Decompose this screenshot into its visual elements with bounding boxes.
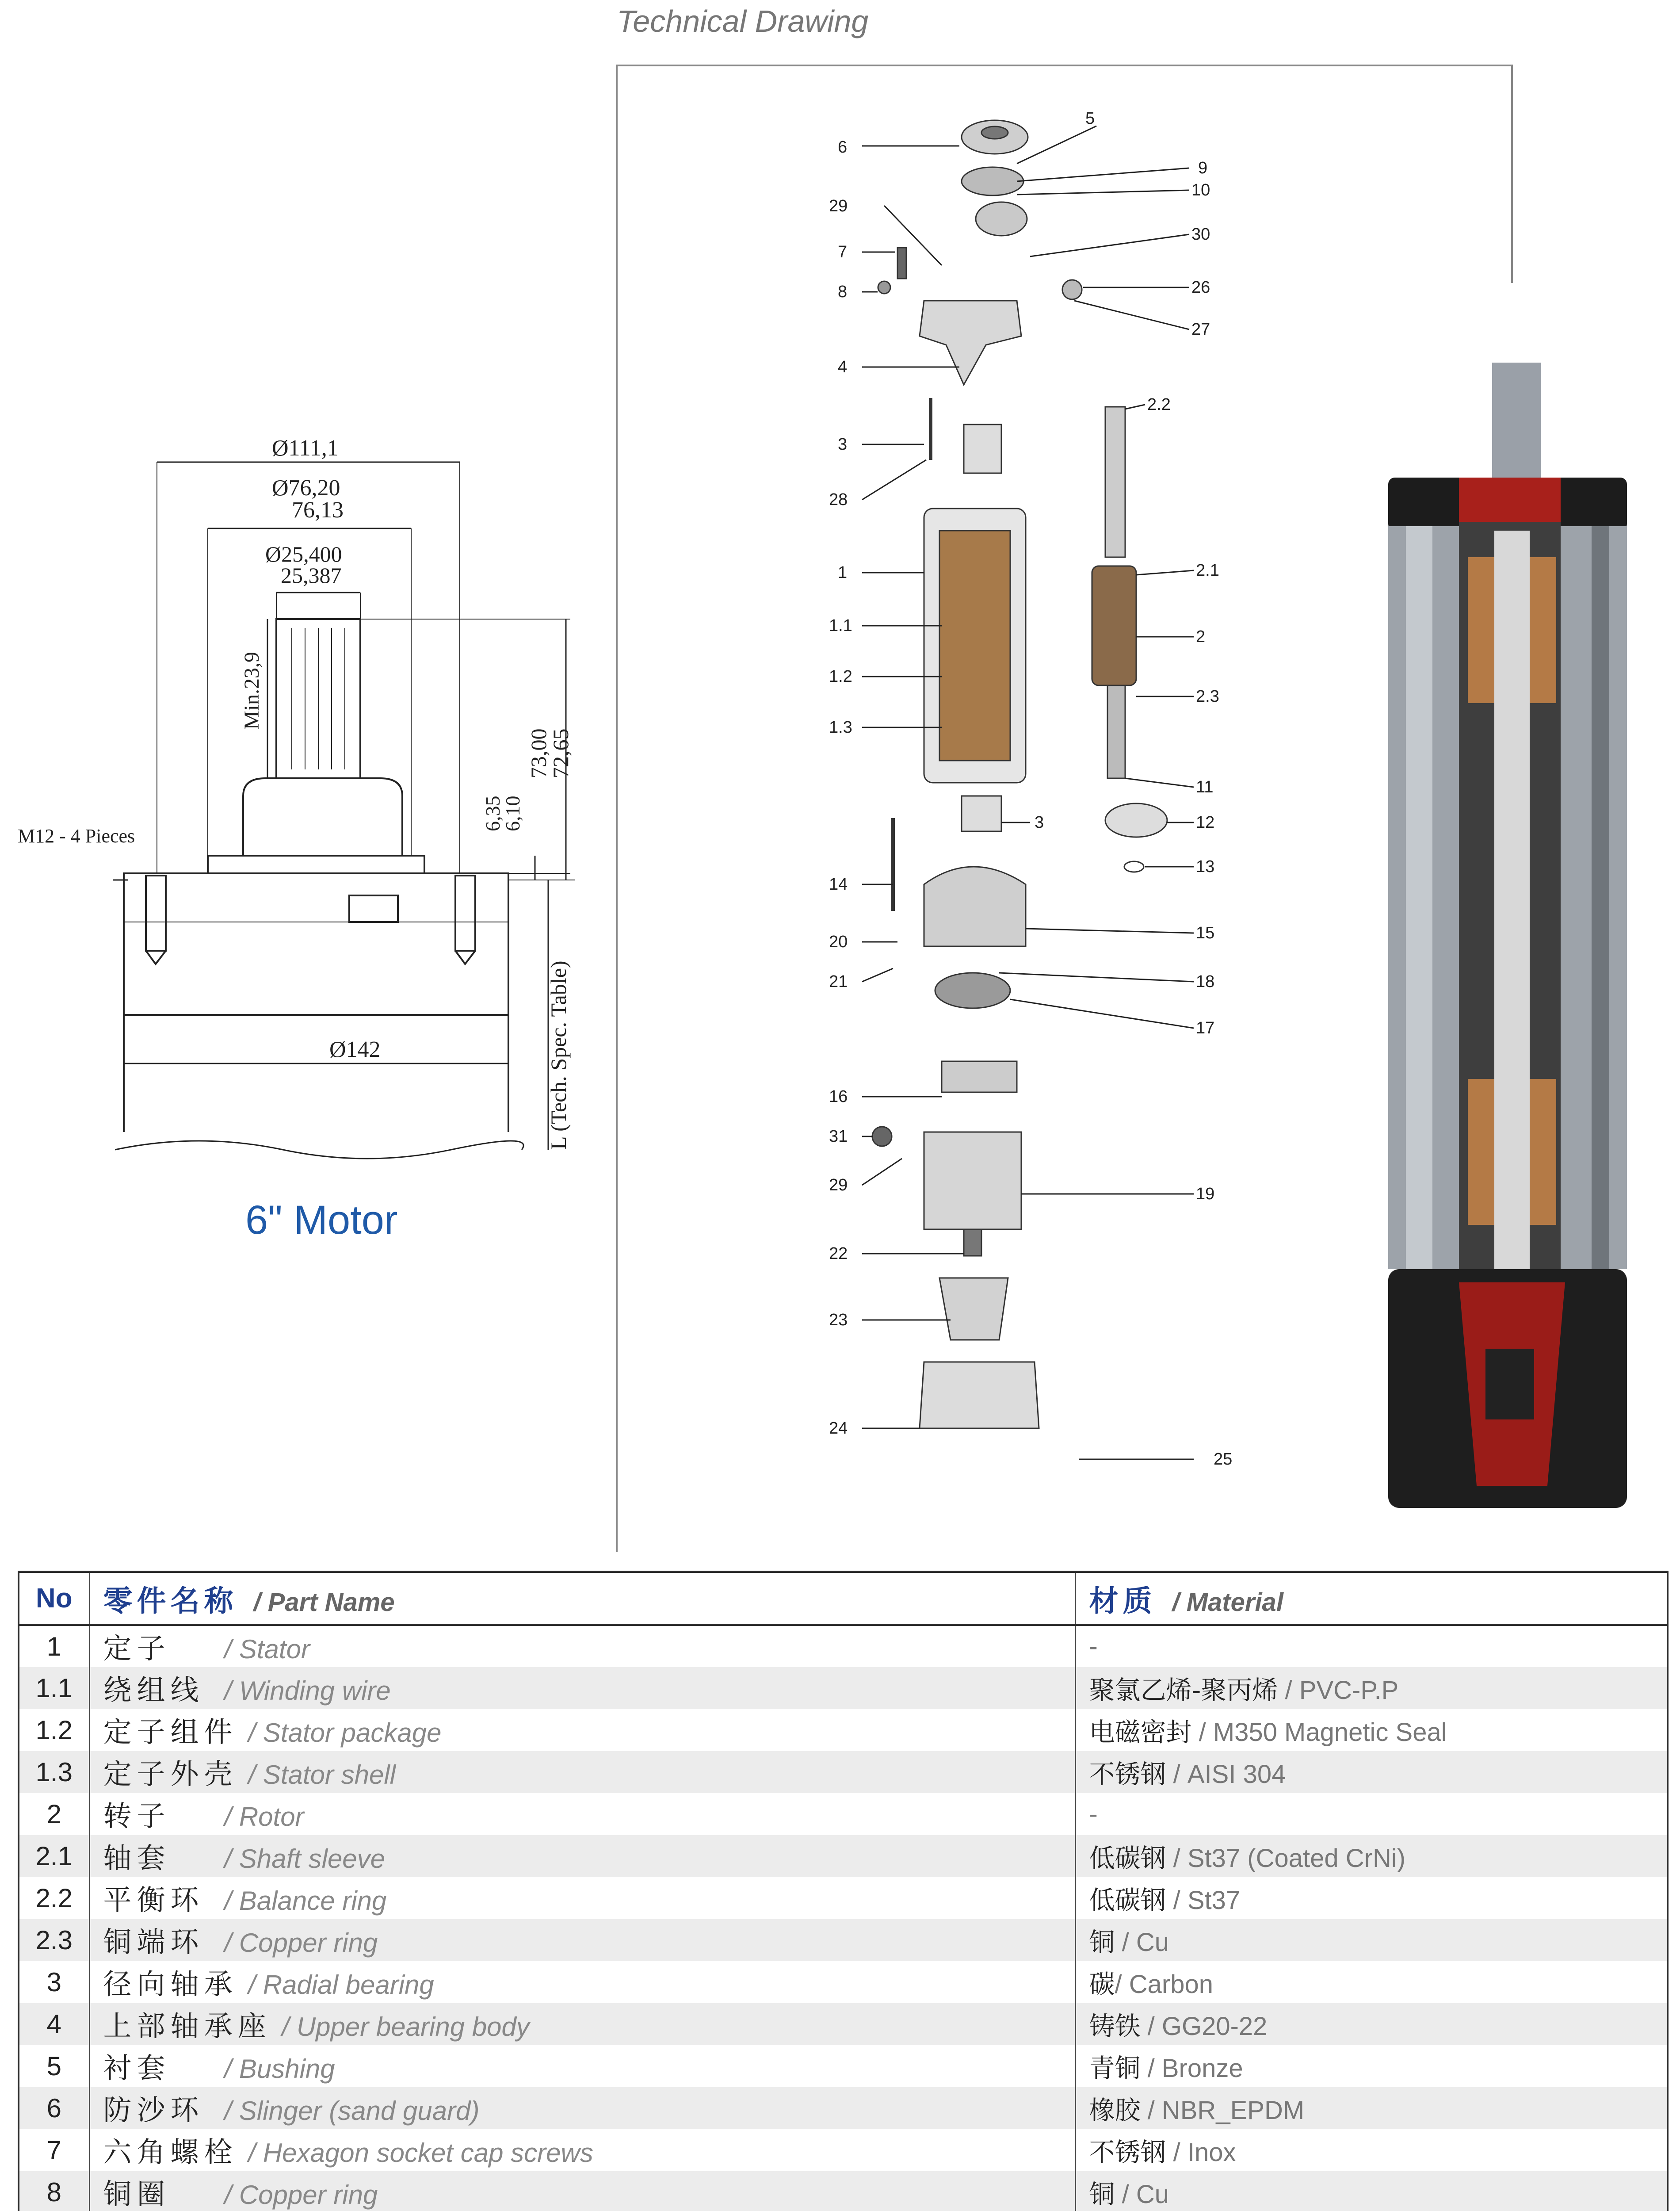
material-zh: 不锈钢 bbox=[1089, 1759, 1166, 1789]
callout-30: 30 bbox=[1191, 225, 1210, 244]
row-material bbox=[1075, 1625, 1668, 1667]
callout-9: 9 bbox=[1198, 159, 1208, 177]
row-no bbox=[19, 1961, 89, 2003]
callout-2: 2 bbox=[1196, 627, 1206, 646]
part-name-en: / Stator package bbox=[248, 1718, 442, 1748]
callout-15: 15 bbox=[1196, 924, 1215, 942]
drawing-title: Technical Drawing bbox=[617, 4, 869, 38]
material-en: St37 bbox=[1187, 1886, 1241, 1915]
row-no bbox=[19, 2045, 89, 2087]
callout-3a: 3 bbox=[838, 435, 848, 454]
table-header-row bbox=[19, 1572, 1668, 1625]
callout-19: 19 bbox=[1196, 1185, 1215, 1203]
material-en: Bronze bbox=[1161, 2054, 1243, 2083]
part-name-zh: 转子 bbox=[103, 1800, 171, 1833]
row-no-text: 8 bbox=[46, 2177, 61, 2207]
row-part bbox=[89, 1961, 1075, 2003]
header-material bbox=[1075, 1572, 1668, 1625]
row-material bbox=[1075, 2045, 1668, 2087]
callout-18: 18 bbox=[1196, 972, 1215, 991]
callout-1-1: 1.1 bbox=[829, 616, 852, 635]
row-part bbox=[89, 1835, 1075, 1877]
table-row bbox=[19, 2129, 1668, 2171]
row-part bbox=[89, 1667, 1075, 1709]
dim-d25387: 25,387 bbox=[281, 563, 342, 588]
material-en: - bbox=[1089, 1800, 1098, 1828]
exploded-parts bbox=[872, 120, 1167, 1428]
callout-3b: 3 bbox=[1035, 813, 1044, 832]
row-material bbox=[1075, 1751, 1668, 1793]
header-part-name bbox=[89, 1572, 1075, 1625]
part-name-zh: 铜圈 bbox=[103, 2178, 171, 2211]
dim-length: L (Tech. Spec. Table) bbox=[546, 960, 571, 1150]
header-part-zh: 零件名称 bbox=[103, 1584, 238, 1618]
callout-1-2: 1.2 bbox=[829, 667, 852, 686]
table-row bbox=[19, 1835, 1668, 1877]
callout-17: 17 bbox=[1196, 1019, 1215, 1037]
row-part bbox=[89, 1709, 1075, 1751]
callout-27: 27 bbox=[1191, 320, 1210, 339]
table-row bbox=[19, 1919, 1668, 1961]
dim-m12: M12 - 4 Pieces bbox=[18, 825, 135, 847]
material-zh: 不锈钢 bbox=[1089, 2137, 1166, 2167]
row-no-text: 2.2 bbox=[35, 1883, 73, 1913]
part-name-en: / Stator shell bbox=[248, 1760, 396, 1790]
row-no bbox=[19, 2087, 89, 2129]
callout-1: 1 bbox=[838, 563, 848, 582]
callout-4: 4 bbox=[838, 358, 848, 376]
row-material bbox=[1075, 1877, 1668, 1919]
row-part bbox=[89, 2045, 1075, 2087]
material-en: - bbox=[1089, 1632, 1098, 1661]
material-separator: / bbox=[1278, 1676, 1299, 1705]
table-row bbox=[19, 2087, 1668, 2129]
callout-14: 14 bbox=[829, 875, 848, 894]
dim-d25400: Ø25,400 bbox=[265, 542, 342, 566]
part-name-en: / Shaft sleeve bbox=[224, 1844, 386, 1874]
table-row bbox=[19, 1709, 1668, 1751]
part-name-zh: 定子组件 bbox=[103, 1716, 238, 1749]
material-en: NBR_EPDM bbox=[1161, 2096, 1305, 2125]
row-part bbox=[89, 1877, 1075, 1919]
callout-lines bbox=[862, 126, 1194, 1459]
material-separator: / bbox=[1140, 2096, 1162, 2125]
material-zh: 青铜 bbox=[1089, 2053, 1141, 2083]
dim-d111: Ø111,1 bbox=[272, 436, 339, 461]
material-zh: 橡胶 bbox=[1089, 2095, 1141, 2125]
material-separator: / bbox=[1166, 1760, 1187, 1789]
callout-23: 23 bbox=[829, 1311, 848, 1329]
part-name-en: / Radial bearing bbox=[248, 1970, 434, 2000]
row-part bbox=[89, 1751, 1075, 1793]
part-name-en: / Upper bearing body bbox=[282, 2012, 530, 2042]
material-en: Cu bbox=[1136, 1928, 1169, 1957]
part-name-zh: 衬套 bbox=[103, 2052, 171, 2085]
dim-h610: 6,10 bbox=[501, 796, 524, 831]
callout-11: 11 bbox=[1196, 778, 1214, 796]
row-part bbox=[89, 2129, 1075, 2171]
part-name-zh: 平衡环 bbox=[103, 1884, 204, 1917]
callout-29b: 29 bbox=[829, 1176, 848, 1194]
callout-1-3: 1.3 bbox=[829, 718, 852, 737]
row-no-text: 2 bbox=[46, 1799, 61, 1829]
callout-2-3: 2.3 bbox=[1196, 687, 1219, 706]
callout-28: 28 bbox=[829, 490, 848, 509]
material-separator: / bbox=[1140, 2054, 1162, 2083]
table-body bbox=[19, 1625, 1668, 2211]
row-no bbox=[19, 1919, 89, 1961]
part-name-zh: 上部轴承座 bbox=[103, 2010, 271, 2043]
material-en: M350 Magnetic Seal bbox=[1213, 1718, 1447, 1747]
row-part bbox=[89, 2003, 1075, 2045]
material-en: Carbon bbox=[1129, 1970, 1213, 1999]
callout-26: 26 bbox=[1191, 278, 1210, 297]
row-no bbox=[19, 1793, 89, 1835]
row-part bbox=[89, 1793, 1075, 1835]
part-name-zh: 绕组线 bbox=[103, 1674, 204, 1707]
callout-25: 25 bbox=[1214, 1450, 1233, 1469]
row-no bbox=[19, 1625, 89, 1667]
row-no bbox=[19, 1877, 89, 1919]
part-name-zh: 定子 bbox=[103, 1633, 171, 1666]
table-row bbox=[19, 2045, 1668, 2087]
table-row bbox=[19, 2171, 1668, 2211]
row-no bbox=[19, 2003, 89, 2045]
part-name-en: / Copper ring bbox=[224, 2180, 378, 2210]
table-row bbox=[19, 1877, 1668, 1919]
material-en: Cu bbox=[1136, 2180, 1169, 2209]
dim-h7300: 73,00 bbox=[526, 728, 551, 778]
callout-2-1: 2.1 bbox=[1196, 561, 1219, 580]
header-no-label: No bbox=[35, 1583, 73, 1614]
row-no-text: 1 bbox=[46, 1631, 61, 1661]
part-name-zh: 六角螺栓 bbox=[103, 2136, 238, 2169]
row-material bbox=[1075, 2129, 1668, 2171]
row-part bbox=[89, 2171, 1075, 2211]
table-row bbox=[19, 1793, 1668, 1835]
row-no-text: 1.2 bbox=[35, 1715, 73, 1745]
part-name-zh: 轴套 bbox=[103, 1842, 171, 1875]
row-material bbox=[1075, 1919, 1668, 1961]
motor-label: 6" Motor bbox=[245, 1197, 398, 1243]
material-en: GG20-22 bbox=[1161, 2012, 1268, 2041]
row-material bbox=[1075, 1835, 1668, 1877]
dim-d7620: Ø76,20 bbox=[272, 475, 340, 501]
table-row bbox=[19, 1667, 1668, 1709]
callout-20: 20 bbox=[829, 933, 848, 951]
callout-5: 5 bbox=[1085, 109, 1095, 128]
dim-min239: Min.23,9 bbox=[240, 651, 263, 730]
row-no-text: 1.1 bbox=[35, 1673, 73, 1703]
parts-table bbox=[18, 1571, 1669, 2211]
row-material bbox=[1075, 1709, 1668, 1751]
row-no-text: 6 bbox=[46, 2093, 61, 2123]
row-no bbox=[19, 1835, 89, 1877]
header-mat-zh: 材质 bbox=[1089, 1584, 1157, 1618]
header-no bbox=[19, 1572, 89, 1625]
part-name-en: / Stator bbox=[224, 1634, 310, 1664]
row-part bbox=[89, 2087, 1075, 2129]
dim-d7613: 76,13 bbox=[292, 497, 344, 523]
header-part-en: / Part Name bbox=[253, 1588, 395, 1617]
callout-29a: 29 bbox=[829, 197, 848, 215]
callout-24: 24 bbox=[829, 1419, 848, 1438]
material-zh: 铜 bbox=[1089, 2179, 1115, 2209]
part-name-zh: 径向轴承 bbox=[103, 1968, 238, 2001]
row-no-text: 2.3 bbox=[35, 1925, 73, 1955]
row-material bbox=[1075, 1667, 1668, 1709]
callout-12: 12 bbox=[1196, 813, 1215, 832]
material-zh: 聚氯乙烯-聚丙烯 bbox=[1089, 1675, 1278, 1705]
row-no bbox=[19, 1667, 89, 1709]
callout-2-2: 2.2 bbox=[1147, 395, 1171, 414]
part-name-zh: 防沙环 bbox=[103, 2094, 204, 2127]
callout-22: 22 bbox=[829, 1244, 848, 1263]
callout-21: 21 bbox=[829, 972, 848, 991]
material-en: Inox bbox=[1187, 2138, 1236, 2167]
part-name-en: / Hexagon socket cap screws bbox=[248, 2138, 593, 2168]
material-separator: / bbox=[1166, 2138, 1187, 2167]
material-zh: 铸铁 bbox=[1089, 2011, 1141, 2041]
row-no-text: 7 bbox=[46, 2135, 61, 2165]
dim-h635: 6,35 bbox=[481, 796, 504, 831]
part-name-zh: 定子外壳 bbox=[103, 1758, 238, 1791]
row-no bbox=[19, 1751, 89, 1793]
row-no bbox=[19, 1709, 89, 1751]
material-separator: / bbox=[1115, 1970, 1129, 1999]
row-no bbox=[19, 2171, 89, 2211]
row-no bbox=[19, 2129, 89, 2171]
row-no-text: 1.3 bbox=[35, 1757, 73, 1787]
part-name-en: / Slinger (sand guard) bbox=[224, 2096, 480, 2126]
row-part bbox=[89, 1919, 1075, 1961]
material-separator: / bbox=[1140, 2012, 1162, 2041]
material-zh: 铜 bbox=[1089, 1927, 1115, 1957]
callout-labels bbox=[829, 109, 1232, 1469]
part-name-en: / Bushing bbox=[224, 2054, 335, 2084]
material-zh: 碳 bbox=[1089, 1969, 1115, 1999]
row-material bbox=[1075, 1793, 1668, 1835]
material-separator: / bbox=[1115, 2180, 1136, 2209]
material-separator: / bbox=[1191, 1718, 1213, 1747]
row-material bbox=[1075, 2171, 1668, 2211]
material-separator: / bbox=[1115, 1928, 1136, 1957]
row-material bbox=[1075, 2003, 1668, 2045]
table-row bbox=[19, 2003, 1668, 2045]
callout-31: 31 bbox=[829, 1127, 848, 1146]
part-name-zh: 铜端环 bbox=[103, 1926, 204, 1959]
part-name-en: / Winding wire bbox=[224, 1676, 391, 1706]
part-name-en: / Rotor bbox=[224, 1802, 304, 1832]
row-part bbox=[89, 1625, 1075, 1667]
part-name-en: / Balance ring bbox=[224, 1886, 387, 1916]
material-en: St37 (Coated CrNi) bbox=[1187, 1844, 1406, 1873]
callout-13: 13 bbox=[1196, 857, 1215, 876]
row-material bbox=[1075, 1961, 1668, 2003]
material-zh: 低碳钢 bbox=[1089, 1885, 1166, 1915]
row-material bbox=[1075, 2087, 1668, 2129]
callout-16: 16 bbox=[829, 1087, 848, 1106]
callout-8: 8 bbox=[838, 283, 848, 301]
row-no-text: 3 bbox=[46, 1967, 61, 1997]
motor-cutaway-image bbox=[1388, 363, 1627, 1508]
table-row bbox=[19, 1625, 1668, 1667]
part-name-en: / Copper ring bbox=[224, 1928, 378, 1958]
dim-d142: Ø142 bbox=[329, 1037, 381, 1062]
callout-10: 10 bbox=[1191, 181, 1210, 199]
callout-6: 6 bbox=[838, 138, 848, 157]
table-row bbox=[19, 1751, 1668, 1793]
material-zh: 低碳钢 bbox=[1089, 1843, 1166, 1873]
row-no-text: 2.1 bbox=[35, 1841, 73, 1871]
material-en: AISI 304 bbox=[1187, 1760, 1286, 1789]
material-separator: / bbox=[1166, 1886, 1187, 1915]
dim-h7265: 72,65 bbox=[548, 728, 573, 778]
material-en: PVC-P.P bbox=[1299, 1676, 1399, 1705]
row-no-text: 4 bbox=[46, 2009, 61, 2039]
callout-7: 7 bbox=[838, 243, 848, 261]
row-no-text: 5 bbox=[46, 2051, 61, 2081]
header-mat-en: / Material bbox=[1172, 1588, 1283, 1617]
material-zh: 电磁密封 bbox=[1089, 1717, 1192, 1747]
table-row bbox=[19, 1961, 1668, 2003]
material-separator: / bbox=[1166, 1844, 1187, 1873]
